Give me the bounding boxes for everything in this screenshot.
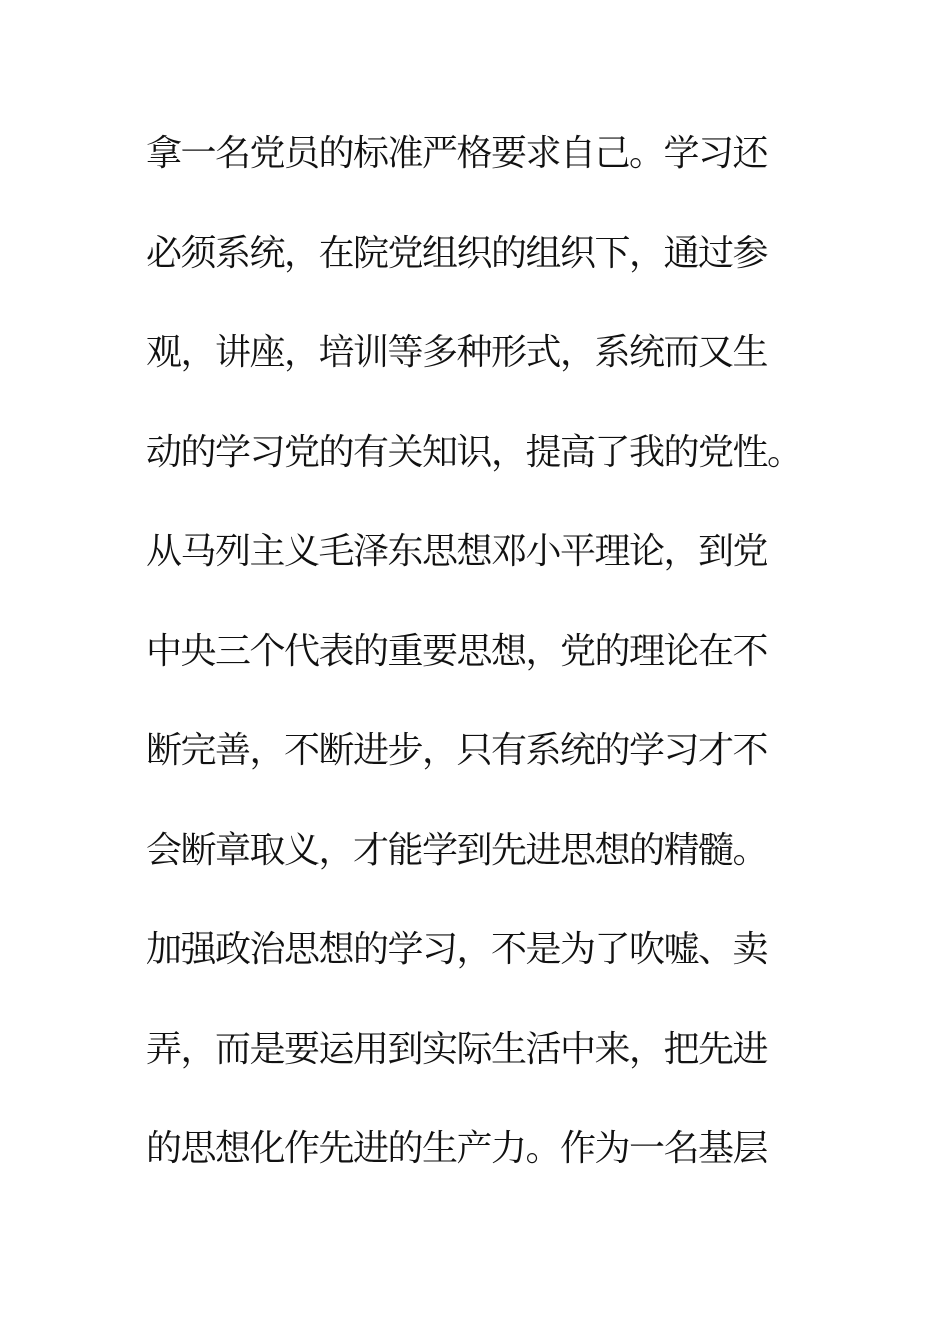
text-line: 加强政治思想的学习，不是为了吹嘘、卖 — [146, 929, 768, 970]
text-line: 拿一名党员的标准严格要求自己。学习还 — [146, 133, 768, 174]
text-line: 的思想化作先进的生产力。作为一名基层 — [146, 1128, 768, 1169]
text-line: 会断章取义，才能学到先进思想的精髓。 — [146, 829, 768, 871]
text-line: 从马列主义毛泽东思想邓小平理论，到党 — [146, 531, 768, 572]
text-line: 动的学习党的有关知识，提高了我的党性。 — [146, 431, 802, 473]
text-line: 弄，而是要运用到实际生活中来，把先进 — [146, 1028, 768, 1070]
text-line: 必须系统，在院党组织的组织下，通过参 — [146, 232, 768, 274]
text-line: 中央三个代表的重要思想，党的理论在不 — [146, 630, 768, 672]
text-line: 断完善，不断进步，只有系统的学习才不 — [146, 730, 768, 771]
text-line: 观，讲座，培训等多种形式，系统而又生 — [146, 332, 768, 373]
body-text — [146, 124, 846, 1219]
